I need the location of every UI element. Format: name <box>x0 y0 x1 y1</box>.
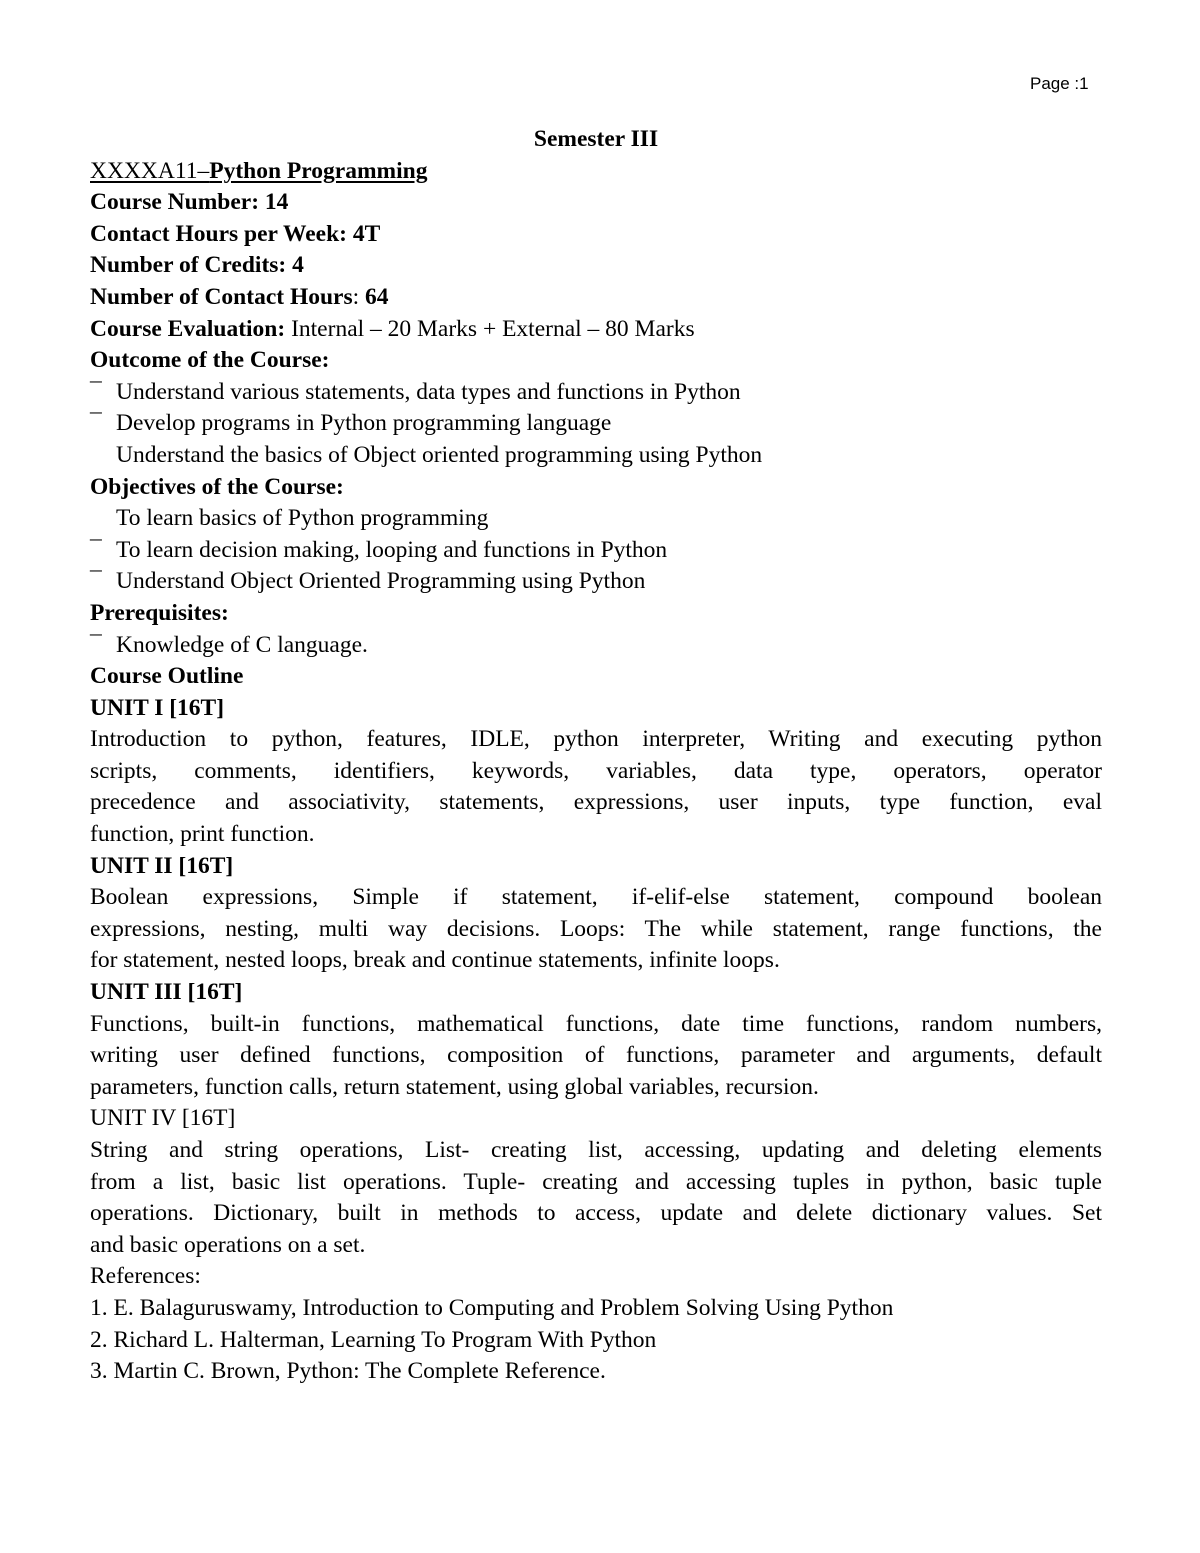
objective-item-text: To learn decision making, looping and functions in Python <box>116 536 668 563</box>
unit-1-line: Introduction to python, features, IDLE, python interpreter, Writing and executing python <box>90 726 1102 753</box>
unit-3-line: parameters, function calls, return statement, using global variables, recursion. <box>90 1073 819 1100</box>
outcome-heading: Outcome of the Course: <box>90 347 330 374</box>
contact-hours-value: 4T <box>352 220 381 247</box>
unit-3-line: Functions, built-in functions, mathematical functions, date time functions, random numbers, <box>90 1010 1102 1037</box>
outcome-item-text: Develop programs in Python programming language <box>116 410 612 437</box>
outcome-item <box>90 377 1102 409</box>
contact-hours-total-value: 64 <box>365 283 389 310</box>
unit-1-title: UNIT I [16T] <box>90 694 225 721</box>
objective-item <box>90 503 1102 535</box>
contact-hours-colon: : <box>352 283 366 310</box>
semester-heading: Semester III <box>533 126 659 152</box>
dash-bullet-icon: ¯ <box>90 568 102 595</box>
reference-item: 3. Martin C. Brown, Python: The Complete Reference. <box>90 1358 606 1385</box>
prerequisite-item-text: Knowledge of C language. <box>116 631 368 658</box>
unit-4-title: UNIT IV [16T] <box>90 1105 236 1132</box>
contact-hours-label: Contact Hours per Week: <box>90 220 353 247</box>
unit-4-line: operations. Dictionary, built in methods to access, update and delete dictionary values. Set <box>90 1200 1102 1227</box>
unit-2-title: UNIT II [16T] <box>90 852 234 879</box>
reference-item: 1. E. Balaguruswamy, Introduction to Computing and Problem Solving Using Python <box>90 1294 894 1321</box>
outcome-item-text: Understand various statements, data types and functions in Python <box>116 378 741 405</box>
unit-4-line: String and string operations, List- creating list, accessing, updating and deleting elements <box>90 1137 1102 1163</box>
outcome-item <box>90 440 1102 472</box>
objective-item-text: Understand Object Oriented Programming using Python <box>116 568 646 595</box>
course-number-label: Course Number: <box>90 189 265 216</box>
unit-4-line: from a list, basic list operations. Tuple- creating and accessing tuples in python, basic tuple <box>90 1168 1102 1195</box>
dash-bullet-icon: ¯ <box>90 631 102 658</box>
evaluation-label: Course Evaluation: <box>90 315 292 342</box>
syllabus-content <box>90 124 1102 1388</box>
unit-3-title: UNIT III [16T] <box>90 979 243 1006</box>
unit-2-line: for statement, nested loops, break and continue statements, infinite loops. <box>90 947 780 974</box>
course-outline-heading: Course Outline <box>90 663 244 690</box>
dash-bullet-icon: ¯ <box>90 410 102 437</box>
unit-4-line: and basic operations on a set. <box>90 1231 366 1258</box>
objectives-heading: Objectives of the Course: <box>90 473 344 500</box>
course-number-value: 14 <box>264 189 289 216</box>
references-heading: References: <box>90 1263 201 1290</box>
number-of-credits <box>90 250 1102 282</box>
prerequisites-heading: Prerequisites: <box>90 599 229 626</box>
page-number: Page :1 <box>1030 74 1089 93</box>
credits-label: Number of Credits: <box>90 252 293 279</box>
unit-1-line: precedence and associativity, statements, expressions, user inputs, type function, eval <box>90 789 1102 816</box>
evaluation-value: Internal – 20 Marks + External – 80 Marks <box>291 315 695 342</box>
unit-2-line: expressions, nesting, multi way decisions. Loops: The while statement, range functions, the <box>90 915 1102 942</box>
prerequisite-item <box>90 630 1102 662</box>
course-evaluation <box>90 314 1102 346</box>
course-title <box>90 156 1102 188</box>
dash-bullet-icon: ¯ <box>90 536 102 563</box>
objective-item <box>90 566 1102 598</box>
course-name: Python Programming <box>209 157 428 184</box>
unit-3-line: writing user defined functions, composition of functions, parameter and arguments, default <box>90 1042 1102 1069</box>
contact-hours-total-label: Number of Contact Hours <box>90 283 353 310</box>
dash-bullet-icon: ¯ <box>90 378 102 405</box>
outcome-item <box>90 408 1102 440</box>
contact-hours-per-week <box>90 219 1102 251</box>
credits-value: 4 <box>292 252 304 279</box>
objective-item-text: To learn basics of Python programming <box>116 505 489 532</box>
number-of-contact-hours <box>90 282 1102 314</box>
outcome-item-text: Understand the basics of Object oriented programming using Python <box>116 441 763 468</box>
course-code: XXXXA11– <box>90 157 210 184</box>
unit-1-line: scripts, comments, identifiers, keywords, variables, data type, operators, operator <box>90 757 1102 784</box>
reference-item: 2. Richard L. Halterman, Learning To Program With Python <box>90 1326 657 1353</box>
objective-item <box>90 535 1102 567</box>
unit-2-line: Boolean expressions, Simple if statement, if-elif-else statement, compound boolean <box>90 884 1102 911</box>
course-number <box>90 187 1102 219</box>
unit-1-line: function, print function. <box>90 821 315 848</box>
